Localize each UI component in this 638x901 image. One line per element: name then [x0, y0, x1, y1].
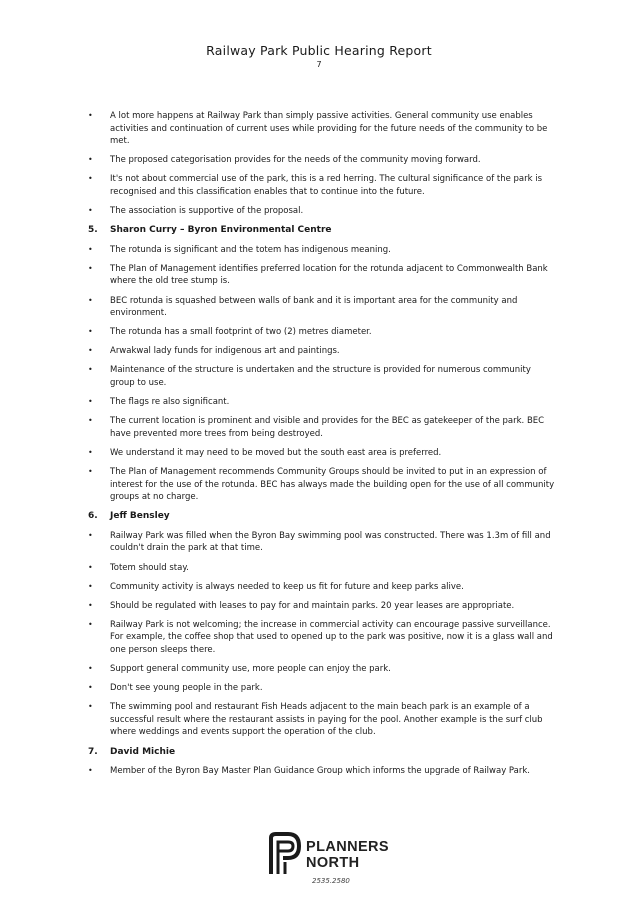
section-heading-5	[88, 224, 558, 237]
list-item	[88, 765, 558, 778]
bullet-icon: •	[88, 702, 93, 712]
logo-text-line1: PLANNERS	[306, 839, 389, 855]
section-title: David Michie	[110, 746, 176, 757]
bullet-text: We understand it may need to be moved but the south east area is preferred.	[110, 447, 442, 458]
bullet-text: Community activity is always needed to keep us fit for future and keep parks alive.	[110, 581, 464, 592]
bullet-text: Totem should stay.	[110, 562, 189, 573]
bullet-icon: •	[88, 600, 93, 610]
list-item	[88, 466, 558, 504]
list-item	[88, 173, 558, 198]
bullet-text: It's not about commercial use of the park, this is a red herring. The cultural significance of the park is recognised and this classification enables that to continue into the future.	[110, 174, 543, 197]
list-item	[88, 244, 558, 257]
list-item	[88, 600, 558, 613]
bullet-text: Don't see young people in the park.	[110, 683, 263, 694]
list-item	[88, 364, 558, 389]
bullet-text: The rotunda is significant and the totem has indigenous meaning.	[110, 244, 391, 255]
bullet-icon: •	[88, 174, 93, 184]
section-title: Sharon Curry – Byron Environmental Centre	[110, 225, 332, 236]
section-number: 7.	[88, 746, 98, 757]
section-heading-6	[88, 510, 558, 523]
bullet-text: Arwakwal lady funds for indigenous art and paintings.	[110, 346, 340, 357]
list-item	[88, 295, 558, 320]
bullet-icon: •	[88, 263, 93, 273]
list-item	[88, 562, 558, 575]
report-body	[88, 110, 558, 784]
bullet-icon: •	[88, 766, 93, 776]
bullet-icon: •	[88, 111, 93, 120]
bullet-text: The flags re also significant.	[110, 397, 230, 408]
bullet-icon: •	[88, 416, 93, 426]
planners-north-logo	[268, 832, 398, 892]
list-item	[88, 154, 558, 167]
bullet-text: The association is supportive of the proposal.	[110, 206, 304, 217]
list-item	[88, 263, 558, 288]
page-header	[0, 43, 638, 69]
list-item	[88, 205, 558, 218]
bullet-text: The rotunda has a small footprint of two (2) metres diameter.	[110, 327, 372, 338]
bullet-text: Member of the Byron Bay Master Plan Guidance Group which informs the upgrade of Railway Park.	[110, 766, 530, 777]
list-item	[88, 701, 558, 739]
section-title: Jeff Bensley	[110, 511, 170, 522]
bullet-text: BEC rotunda is squashed between walls of bank and it is important area for the community and environment.	[110, 295, 518, 319]
section-number: 5.	[88, 225, 98, 236]
list-item	[88, 619, 558, 657]
bullet-icon: •	[88, 466, 93, 476]
section-heading-7	[88, 746, 558, 759]
document-code: 2535.2580	[312, 877, 350, 885]
bullet-icon: •	[88, 447, 93, 457]
bullet-icon: •	[88, 581, 93, 591]
bullet-text: The swimming pool and restaurant Fish Heads adjacent to the main beach park is an example of a successful result where the restaurant assists in paying for the pool. Another example is the surf club where weddings and events support the operation of the club.	[110, 702, 543, 738]
bullet-text: Should be regulated with leases to pay for and maintain parks. 20 year leases are appropriate.	[110, 600, 515, 611]
list-item	[88, 663, 558, 676]
bullet-text: The Plan of Management identifies preferred location for the rotunda adjacent to Commonwealth Bank where the old tree stump is.	[110, 263, 548, 287]
bullet-icon: •	[88, 206, 93, 216]
bullet-icon: •	[88, 295, 93, 305]
bullet-text: Railway Park was filled when the Byron Bay swimming pool was constructed. There was 1.3m of fill and couldn't drain the park at that time.	[110, 530, 551, 554]
list-item	[88, 110, 558, 148]
bullet-icon: •	[88, 683, 93, 693]
list-item	[88, 581, 558, 594]
bullet-text: Maintenance of the structure is undertaken and the structure is provided for numerous community group to use.	[110, 365, 531, 388]
bullet-text: The Plan of Management recommends Community Groups should be invited to put in an expression of interest for the use of the rotunda. BEC has always made the building open for the use of all community groups at no charge.	[110, 466, 555, 503]
report-title: Railway Park Public Hearing Report	[206, 43, 432, 58]
bullet-icon: •	[88, 530, 93, 540]
list-item	[88, 415, 558, 440]
bullet-text: A lot more happens at Railway Park than simply passive activities. General community use enables activities and continuation of current uses while providing for the future needs of the community to be met.	[110, 111, 548, 147]
list-item	[88, 530, 558, 555]
bullet-icon: •	[88, 155, 93, 165]
bullet-icon: •	[88, 619, 93, 629]
bullet-icon: •	[88, 346, 93, 356]
bullet-icon: •	[88, 562, 93, 572]
bullet-text: The current location is prominent and visible and provides for the BEC as gatekeeper of the park. BEC have prevented more trees from being destroyed.	[110, 416, 545, 439]
page-number: 7	[316, 60, 322, 69]
bullet-icon: •	[88, 664, 93, 674]
list-item	[88, 396, 558, 409]
list-item	[88, 447, 558, 460]
bullet-icon: •	[88, 327, 93, 337]
logo-text-line2: NORTH	[306, 855, 360, 871]
list-item	[88, 345, 558, 358]
logo-mark-icon	[268, 832, 302, 876]
list-item	[88, 326, 558, 339]
section-number: 6.	[88, 511, 98, 522]
bullet-icon: •	[88, 244, 93, 254]
bullet-text: Railway Park is not welcoming; the increase in commercial activity can encourage passive surveillance. For example, the coffee shop that used to opened up to the park was positive, now it is a glass wall and one person sleeps there.	[110, 619, 553, 655]
bullet-text: The proposed categorisation provides for the needs of the community moving forward.	[110, 155, 481, 166]
bullet-text: Support general community use, more people can enjoy the park.	[110, 664, 391, 675]
list-item	[88, 682, 558, 695]
bullet-icon: •	[88, 397, 93, 407]
bullet-icon: •	[88, 365, 93, 375]
